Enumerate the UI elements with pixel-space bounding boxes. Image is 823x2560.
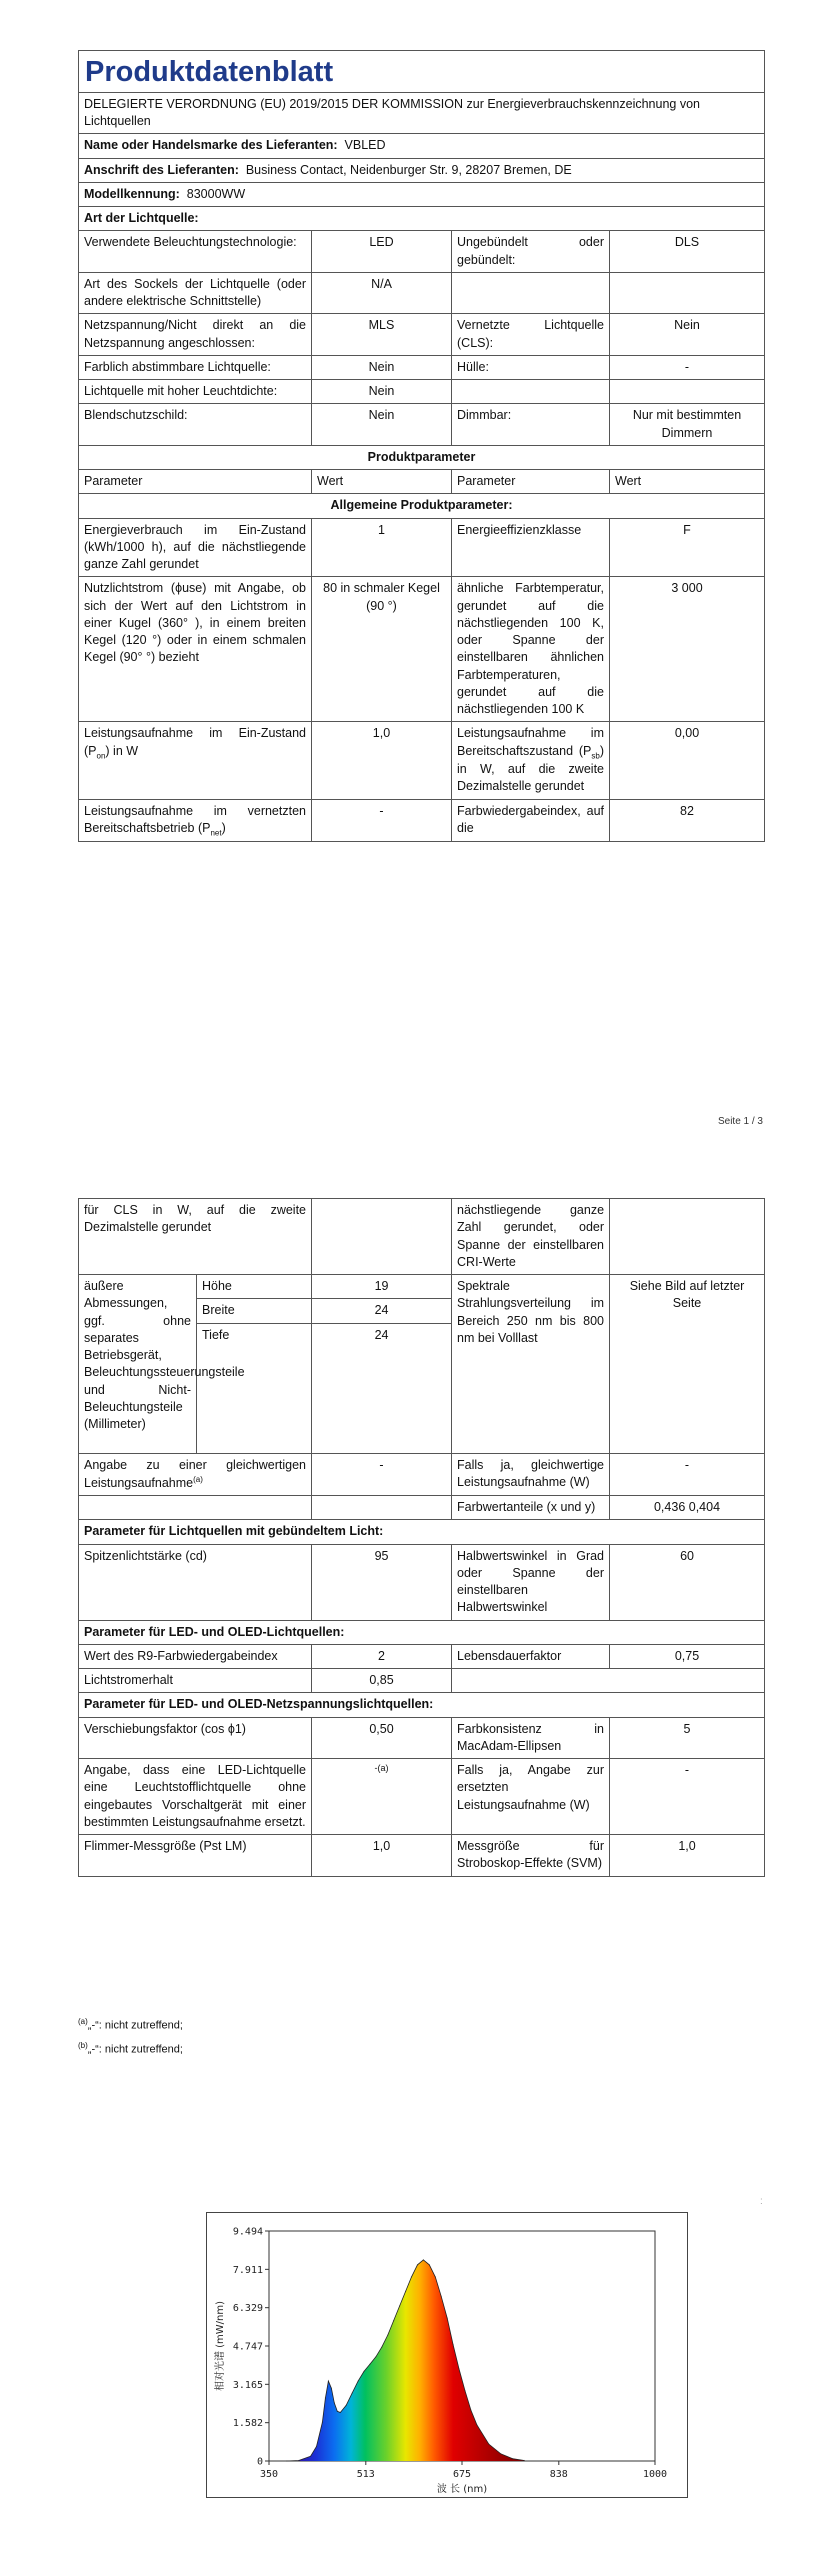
model-row: [79, 182, 765, 206]
type-label-2: Vernetzte Lichtquelle (CLS):: [452, 314, 610, 356]
spectrum-point: [331, 2388, 332, 2389]
spectrum-point: [453, 2344, 454, 2345]
spectrum-point: [381, 2347, 382, 2348]
spectrum-point: [423, 2259, 424, 2260]
spectrum-point: [352, 2393, 353, 2394]
spectrum-chart-frame: [206, 2212, 688, 2498]
fluorescent-replacement-value: -(a): [312, 1759, 452, 1835]
spectrum-point: [358, 2381, 359, 2382]
y-tick-label: 7.911: [232, 2264, 263, 2276]
type-value-1: Nein: [312, 355, 452, 379]
type-label-1: Netzspannung/Nicht direkt an die Netzspannung angeschlossen:: [79, 314, 312, 356]
stray-mark: :: [760, 2196, 763, 2207]
spectrum-point: [286, 2460, 287, 2461]
spectrum-point: [369, 2364, 370, 2365]
type-label-2: [452, 380, 610, 404]
model-label: Modellkennung:: [84, 186, 180, 201]
replaced-power-value: -: [610, 1759, 765, 1835]
displacement-factor-label: Verschiebungsfaktor (cos ϕ1): [79, 1717, 312, 1759]
peak-intensity-label: Spitzenlichtstärke (cd): [79, 1544, 312, 1620]
equivalent-power-label: Angabe zu einer gleichwertigen Leistungsaufnahme$^{(a)}$: [79, 1453, 312, 1496]
stroboscopic-value: 1,0: [610, 1835, 765, 1877]
peak-intensity-value: 95: [312, 1544, 452, 1620]
empty-cell: [79, 1496, 312, 1520]
y-tick-label: 1.582: [232, 2418, 263, 2430]
param-row: [79, 1759, 765, 1835]
regulation-text: DELEGIERTE VERORDNUNG (EU) 2019/2015 DER KOMMISSION zur Energieverbrauchskennzeichnung von Lichtquellen: [79, 92, 765, 134]
page-title: Produktdatenblatt: [79, 51, 765, 93]
cri-value: 82: [610, 799, 765, 842]
dim-width-label: Breite: [197, 1299, 312, 1323]
param-row: [79, 799, 765, 842]
param-row: [79, 1644, 765, 1668]
spectrum-point: [328, 2381, 329, 2382]
param-row: [79, 1669, 765, 1693]
survival-factor-label: Lebensdauerfaktor: [452, 1644, 610, 1668]
type-row: [79, 231, 765, 273]
energy-class-label: Energieeffizienzklasse: [452, 518, 610, 577]
params-header-row: [79, 470, 765, 494]
spectrum-point: [363, 2371, 364, 2372]
networked-standby-value: -: [312, 799, 452, 842]
param-row: [79, 1453, 765, 1496]
param-row: [79, 1544, 765, 1620]
param-row: [79, 518, 765, 577]
networked-standby-label: Leistungsaufnahme im vernetzten Bereitschaftsbetrieb $(P_{net})$: [79, 799, 312, 842]
flicker-value: 1,0: [312, 1835, 452, 1877]
type-value-1: Nein: [312, 404, 452, 446]
spectrum-point: [322, 2422, 323, 2423]
type-label-1: Verwendete Beleuchtungstechnologie:: [79, 231, 312, 273]
r9-value: 2: [312, 1644, 452, 1668]
spectrum-point: [476, 2424, 477, 2425]
spectrum-point: [464, 2390, 465, 2391]
on-mode-power-value: 1,0: [312, 722, 452, 799]
mains-section-heading: Parameter für LED- und OLED-Netzspannungslichtquellen:: [79, 1693, 765, 1717]
type-label-2: Hülle:: [452, 355, 610, 379]
footnote-a: $^{(a)}$„-“: nicht zutreffend;: [78, 2017, 183, 2032]
page-number: Seite 1 / 3: [717, 1116, 763, 1127]
displacement-factor-value: 0,50: [312, 1717, 452, 1759]
empty-cell: [452, 1669, 765, 1693]
led-section-heading: Parameter für LED- und OLED-Lichtquellen:: [79, 1620, 765, 1644]
spectrum-point: [470, 2410, 471, 2411]
spectrum-area: [287, 2260, 525, 2461]
spectrum-point: [458, 2368, 459, 2369]
type-value-1: LED: [312, 231, 452, 273]
spectrum-point: [405, 2291, 406, 2292]
type-label-1: Blendschutzschild:: [79, 404, 312, 446]
datasheet-table-2: [78, 1198, 765, 1877]
beam-angle-value: 60: [610, 1544, 765, 1620]
equivalent-power-value: -: [312, 1453, 452, 1496]
type-label-2: Dimmbar:: [452, 404, 610, 446]
dim-depth-label: Tiefe: [197, 1323, 312, 1453]
spectrum-point: [387, 2334, 388, 2335]
spectrum-point: [441, 2296, 442, 2297]
supplier-row: [79, 134, 765, 158]
spectrum-chart: [207, 2213, 687, 2497]
y-tick-label: 3.165: [232, 2379, 263, 2391]
type-value-2: [610, 380, 765, 404]
spectrum-point: [488, 2443, 489, 2444]
param-header: Parameter: [79, 470, 312, 494]
equivalent-power-w-value: -: [610, 1453, 765, 1496]
param-row: [79, 1835, 765, 1877]
type-row: [79, 380, 765, 404]
footnote-b: $^{(b)}$„-“: nicht zutreffend;: [78, 2041, 183, 2056]
spd-value: Siehe Bild auf letzter Seite: [610, 1275, 765, 1454]
spectrum-point: [429, 2264, 430, 2265]
spectrum-point: [393, 2320, 394, 2321]
spectrum-point: [316, 2446, 317, 2447]
dim-depth-value: 24: [312, 1323, 452, 1453]
spectrum-point: [435, 2276, 436, 2277]
type-label-2: Ungebündelt oder gebündelt:: [452, 231, 610, 273]
dims-row: [79, 1275, 765, 1299]
datasheet-page-1: [78, 50, 764, 842]
x-tick-label: 838: [549, 2469, 568, 2480]
directional-section-heading: Parameter für Lichtquellen mit gebündeltem Licht:: [79, 1520, 765, 1544]
param-row: [79, 1199, 765, 1275]
x-tick-label: 675: [452, 2469, 472, 2480]
cri-label: Farbwiedergabeindex, auf die: [452, 799, 610, 842]
x-tick-label: 513: [356, 2469, 375, 2480]
type-value-1: MLS: [312, 314, 452, 356]
y-tick-label: 0: [256, 2456, 263, 2468]
equivalent-power-w-label: Falls ja, gleichwertige Leistungsaufnahme (W): [452, 1453, 610, 1496]
colour-consistency-label: Farbkonsistenz in MacAdam-Ellipsen: [452, 1717, 610, 1759]
type-label-2: [452, 272, 610, 314]
address-row: [79, 158, 765, 182]
dimensions-label: äußere Abmessungen, ggf. ohne separates Betriebsgerät, Beleuchtungssteuerungsteile und Nicht-Beleuchtungsteile (Millimeter): [79, 1275, 197, 1454]
supplier-value: VBLED: [344, 138, 386, 153]
empty-cell: [312, 1496, 452, 1520]
spectrum-point: [334, 2402, 335, 2403]
spectrum-point: [310, 2456, 311, 2457]
energy-consumption-value: 1: [312, 518, 452, 577]
on-mode-power-label: Leistungsaufnahme im Ein-Zustand $(P_{on})$ in W: [79, 722, 312, 799]
standby-power-label: Leistungsaufnahme im Bereitschaftszustand $(P_{sb})$ in W, auf die zweite Dezimalstelle gerundet: [452, 722, 610, 799]
survival-factor-value: 0,75: [610, 1644, 765, 1668]
empty-cell: [610, 1199, 765, 1275]
spectrum-point: [411, 2276, 412, 2277]
dim-height-label: Höhe: [197, 1275, 312, 1299]
type-section-heading: Art der Lichtquelle:: [79, 207, 765, 231]
spectrum-point: [340, 2412, 341, 2413]
type-value-2: -: [610, 355, 765, 379]
type-value-2: [610, 272, 765, 314]
param-header: Parameter: [452, 470, 610, 494]
type-row: [79, 314, 765, 356]
spectrum-point: [375, 2356, 376, 2357]
param-row: [79, 1496, 765, 1520]
type-label-1: Lichtquelle mit hoher Leuchtdichte:: [79, 380, 312, 404]
value-header: Wert: [610, 470, 765, 494]
cct-value: 3 000: [610, 577, 765, 722]
lumen-maintenance-value: 0,85: [312, 1669, 452, 1693]
spectrum-point: [298, 2460, 299, 2461]
type-label-1: Art des Sockels der Lichtquelle (oder andere elektrische Schnittstelle): [79, 272, 312, 314]
fluorescent-replacement-label: Angabe, dass eine LED-Lichtquelle eine Leuchtstofflichtquelle ohne eingebautes Vorschaltgerät mit einer bestimmten Leistungsaufnahme ersetzt.: [79, 1759, 312, 1835]
cct-label: ähnliche Farbtemperatur, gerundet auf die nächstliegenden 100 K, oder Spanne der einstellbaren ähnlichen Farbtemperaturen, gerundet auf die nächstliegenden 100 K: [452, 577, 610, 722]
y-tick-label: 4.747: [232, 2341, 263, 2353]
y-tick-label: 9.494: [232, 2226, 263, 2238]
datasheet-table-1: [78, 50, 765, 842]
lumen-maintenance-label: Lichtstromerhalt: [79, 1669, 312, 1693]
spectrum-point: [325, 2397, 326, 2398]
colour-consistency-value: 5: [610, 1717, 765, 1759]
product-params-heading: Produktparameter: [79, 445, 765, 469]
flicker-label: Flimmer-Messgröße (Pst LM): [79, 1835, 312, 1877]
beam-angle-label: Halbwertswinkel in Grad oder Spanne der einstellbaren Halbwertswinkel: [452, 1544, 610, 1620]
spd-label: Spektrale Strahlungsverteilung im Bereich 250 nm bis 800 nm bei Volllast: [452, 1275, 610, 1454]
type-value-1: N/A: [312, 272, 452, 314]
chromaticity-value: 0,436 0,404: [610, 1496, 765, 1520]
spectrum-point: [399, 2305, 400, 2306]
r9-label: Wert des R9-Farbwiedergabeindex: [79, 1644, 312, 1668]
type-value-2: Nein: [610, 314, 765, 356]
param-row: [79, 722, 765, 799]
replaced-power-label: Falls ja, Angabe zur ersetzten Leistungsaufnahme (W): [452, 1759, 610, 1835]
spectrum-point: [337, 2411, 338, 2412]
model-value: 83000WW: [186, 186, 246, 201]
type-value-1: Nein: [312, 380, 452, 404]
y-axis-label: 相对光谱 (mW/nm): [215, 2300, 226, 2392]
datasheet-page-2: [78, 1198, 764, 1877]
param-row: [79, 1717, 765, 1759]
spectrum-point: [524, 2460, 525, 2461]
chromaticity-label: Farbwertanteile (x und y): [452, 1496, 610, 1520]
param-row: [79, 577, 765, 722]
x-tick-label: 350: [259, 2469, 279, 2480]
x-tick-label: 1000: [642, 2469, 668, 2480]
y-tick-label: 6.329: [232, 2303, 263, 2315]
supplier-label: Name oder Handelsmarke des Lieferanten:: [84, 138, 338, 153]
type-row: [79, 404, 765, 446]
spectrum-point: [417, 2264, 418, 2265]
x-axis-label: 波 长 (nm): [436, 2484, 488, 2495]
energy-consumption-label: Energieverbrauch im Ein-Zustand (kWh/1000 h), auf die nächstliegende ganze Zahl gerundet: [79, 518, 312, 577]
general-params-heading: Allgemeine Produktparameter:: [79, 494, 765, 518]
useful-flux-label: Nutzlichtstrom (ϕuse) mit Angabe, ob sich der Wert auf den Lichtstrom in einer Kugel (360° ), in einem breiten Kegel (120 °) oder in einem schmalen Kegel (90° °) bezieht: [79, 577, 312, 722]
spectrum-point: [447, 2318, 448, 2319]
networked-standby-label-cont: für CLS in W, auf die zweite Dezimalstelle gerundet: [79, 1199, 312, 1275]
useful-flux-value: 80 in schmaler Kegel (90 °): [312, 577, 452, 722]
dim-width-value: 24: [312, 1299, 452, 1323]
spectrum-point: [512, 2458, 513, 2459]
type-value-2: Nur mit bestimmten Dimmern: [610, 404, 765, 446]
empty-cell: [312, 1199, 452, 1275]
value-header: Wert: [312, 470, 452, 494]
type-value-2: DLS: [610, 231, 765, 273]
type-row: [79, 355, 765, 379]
spectrum-point: [346, 2405, 347, 2406]
type-row: [79, 272, 765, 314]
spectrum-point: [500, 2453, 501, 2454]
type-label-1: Farblich abstimmbare Lichtquelle:: [79, 355, 312, 379]
address-value: Business Contact, Neidenburger Str. 9, 28207 Bremen, DE: [245, 162, 572, 177]
energy-class-value: F: [610, 518, 765, 577]
stroboscopic-label: Messgröße für Stroboskop-Effekte (SVM): [452, 1835, 610, 1877]
address-label: Anschrift des Lieferanten:: [84, 162, 239, 177]
dim-height-value: 19: [312, 1275, 452, 1299]
standby-power-value: 0,00: [610, 722, 765, 799]
cri-label-cont: nächstliegende ganze Zahl gerundet, oder Spanne der einstellbaren CRI-Werte: [452, 1199, 610, 1275]
